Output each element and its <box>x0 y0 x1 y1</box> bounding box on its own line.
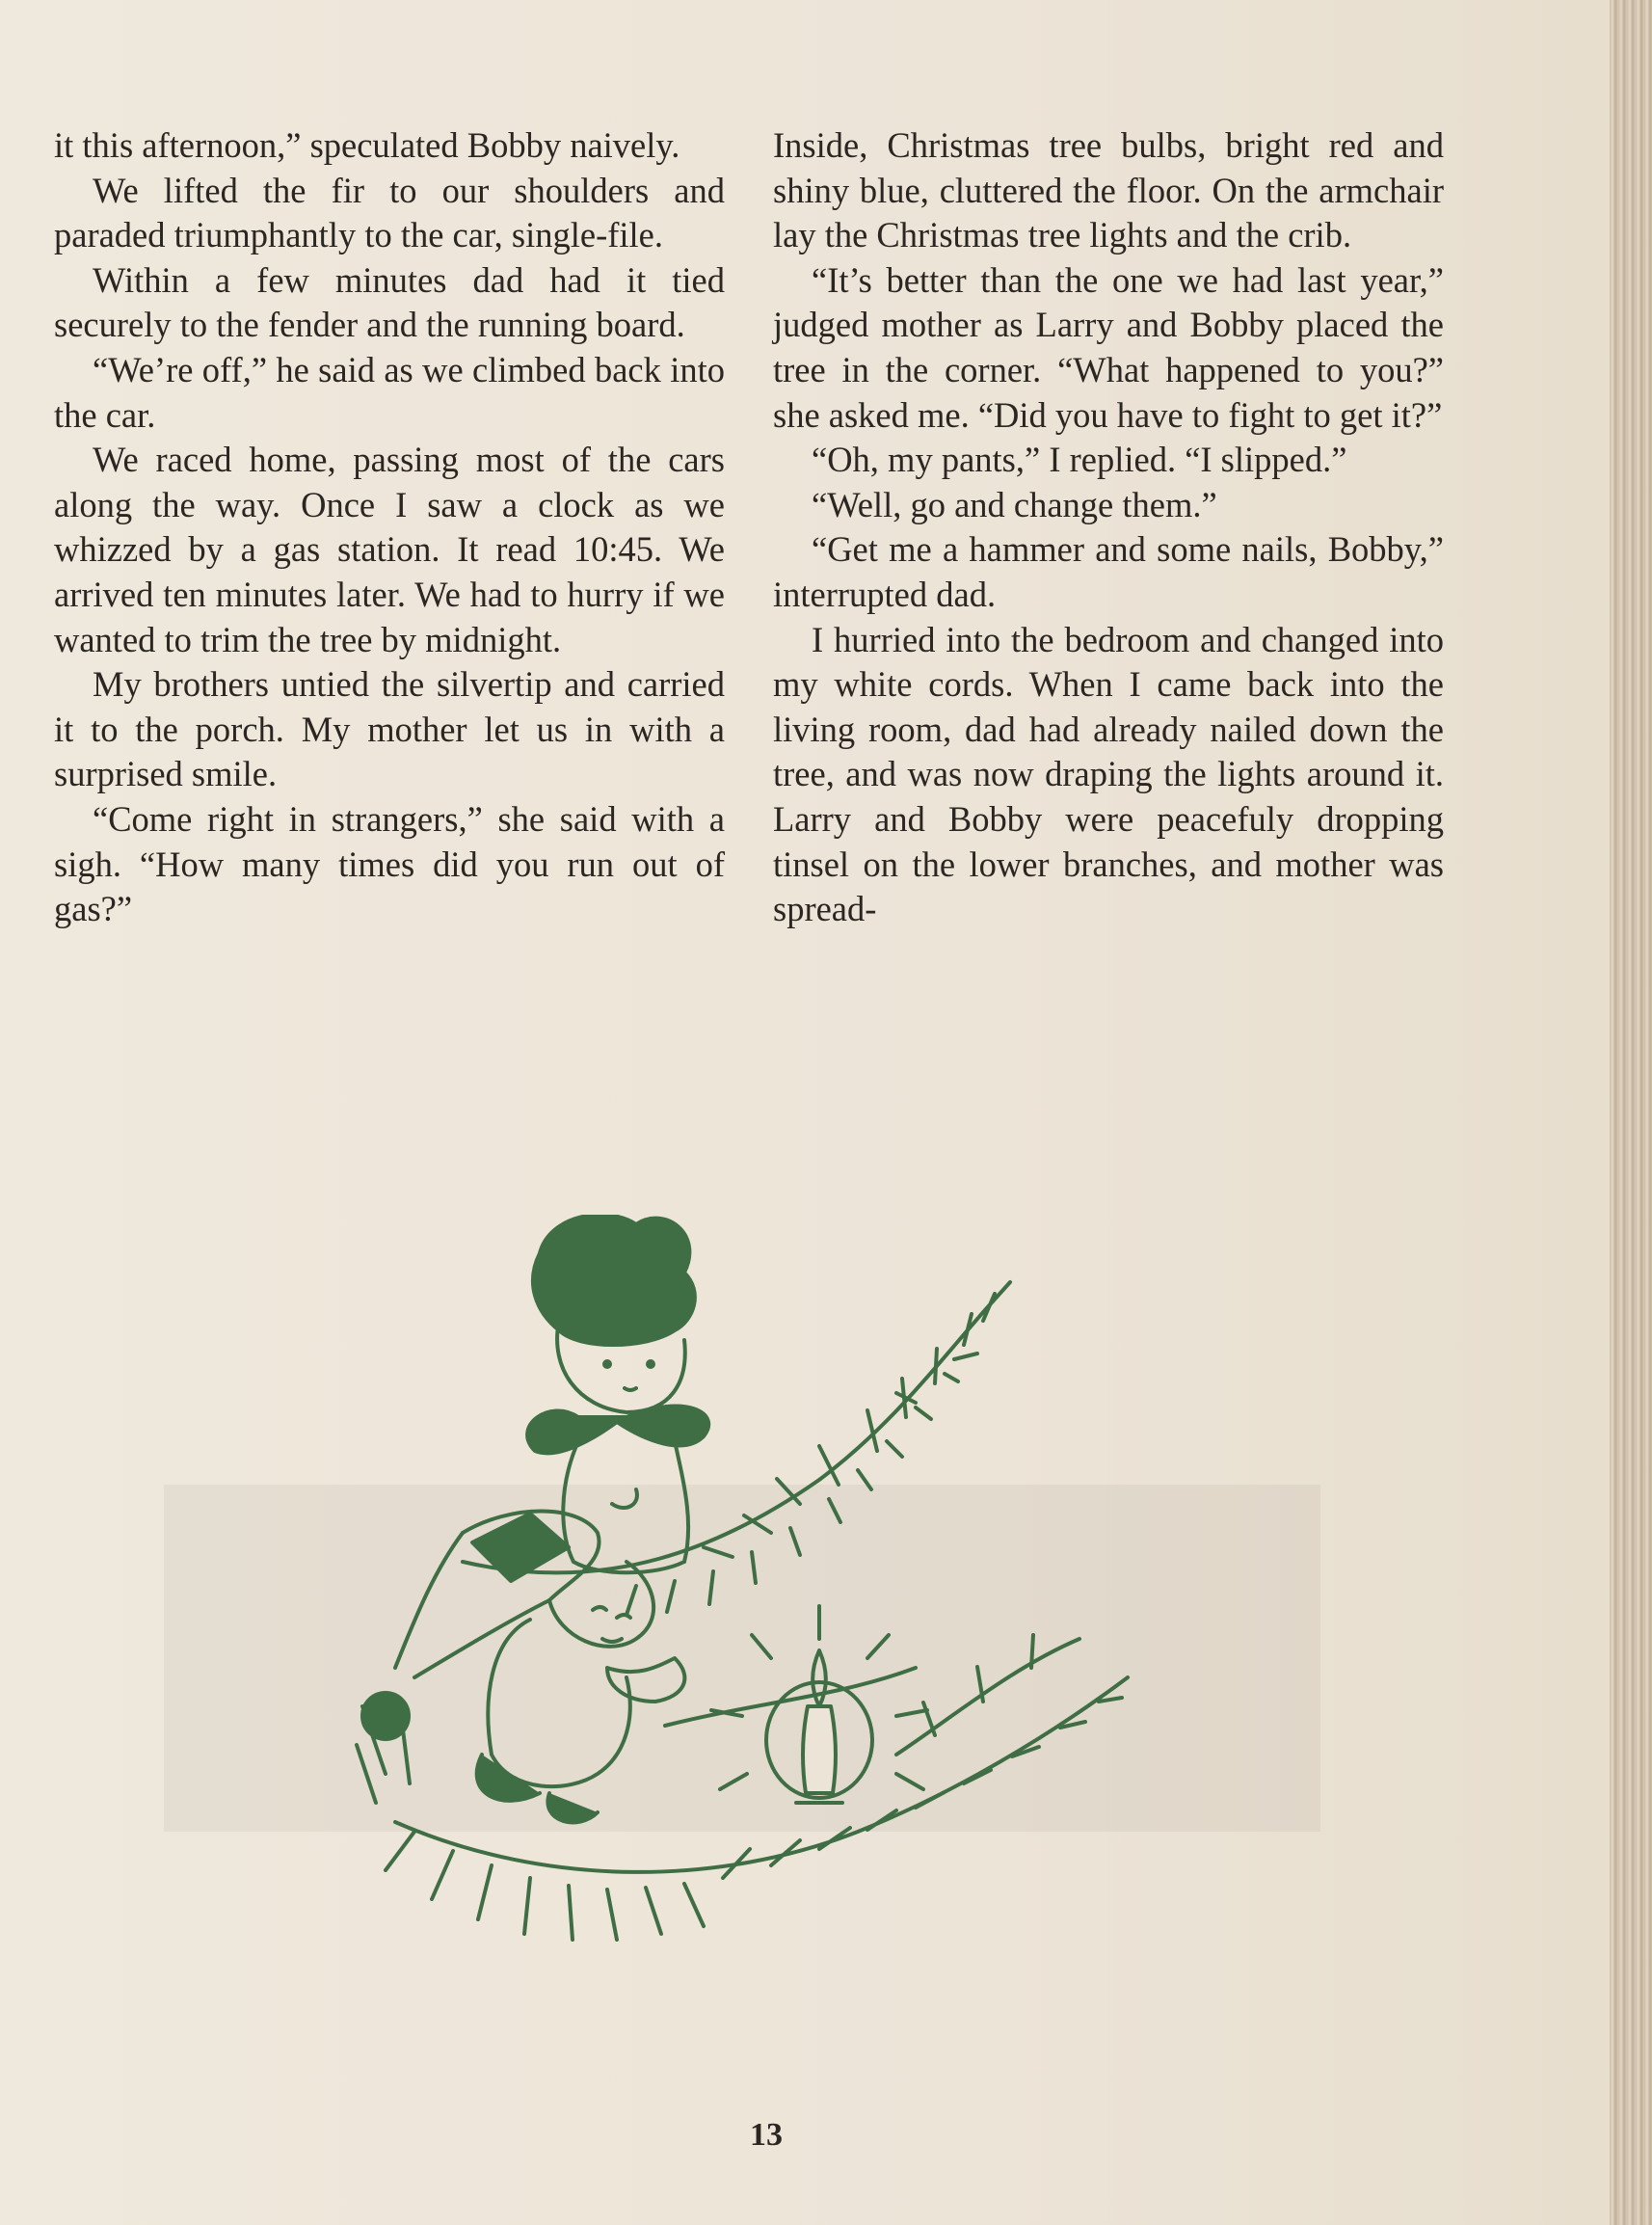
paragraph: We raced home, passing most of the cars along the way. Once I saw a clock as we whizzed by a gas station. It read 10:45. We arrived ten minutes later. We had to hurry if we wanted to trim the tree by midnight. <box>54 440 725 659</box>
paragraph: “Come right in strangers,” she said with a sigh. “How many times did you run out of gas?” <box>54 798 725 929</box>
paragraph: I hurried into the bedroom and changed into my white cords. When I came back into the living room, dad had already nailed down the tree, and was now draping the lights around it. Larry and Bobby were peacefuly dropping tinsel on the lower branches, and mother was spread- <box>773 619 1444 929</box>
candle-icon <box>711 1606 927 1803</box>
paragraph: “Get me a hammer and some nails, Bobby,” interrupted dad. <box>773 529 1444 614</box>
paragraph: “We’re off,” he said as we climbed back into the car. <box>54 349 725 435</box>
paragraph: it this afternoon,” speculated Bobby naively. <box>54 125 680 165</box>
book-spine-edge <box>1610 0 1652 2225</box>
christmas-illustration <box>318 1215 1243 1986</box>
page-number: 13 <box>750 2117 783 2153</box>
paragraph: My brothers untied the silvertip and carried it to the porch. My mother let us in with a surprised smile. <box>54 664 725 794</box>
elf-with-stocking-cap-figure <box>362 1512 684 1823</box>
lower-fir-branch <box>357 1635 1128 1940</box>
paragraph: “It’s better than the one we had last year,” judged mother as Larry and Bobby placed the tree in the corner. “What happened to you?” she asked me. “Did you have to fight to get it?” <box>773 259 1444 435</box>
paragraph: Inside, Christmas tree bulbs, bright red and shiny blue, cluttered the floor. On the armchair lay the Christmas tree lights and the crib. <box>773 125 1444 255</box>
left-text-column <box>54 123 725 932</box>
right-text-column <box>773 123 1444 932</box>
paragraph: We lifted the fir to our shoulders and paraded triumphantly to the car, single-file. <box>54 170 725 255</box>
paragraph: “Well, go and change them.” <box>812 484 1217 524</box>
paragraph: Within a few minutes dad had it tied securely to the fender and the running board. <box>54 259 725 345</box>
paragraph: “Oh, my pants,” I replied. “I slipped.” <box>812 440 1347 480</box>
elf-with-bow-figure <box>527 1215 708 1572</box>
